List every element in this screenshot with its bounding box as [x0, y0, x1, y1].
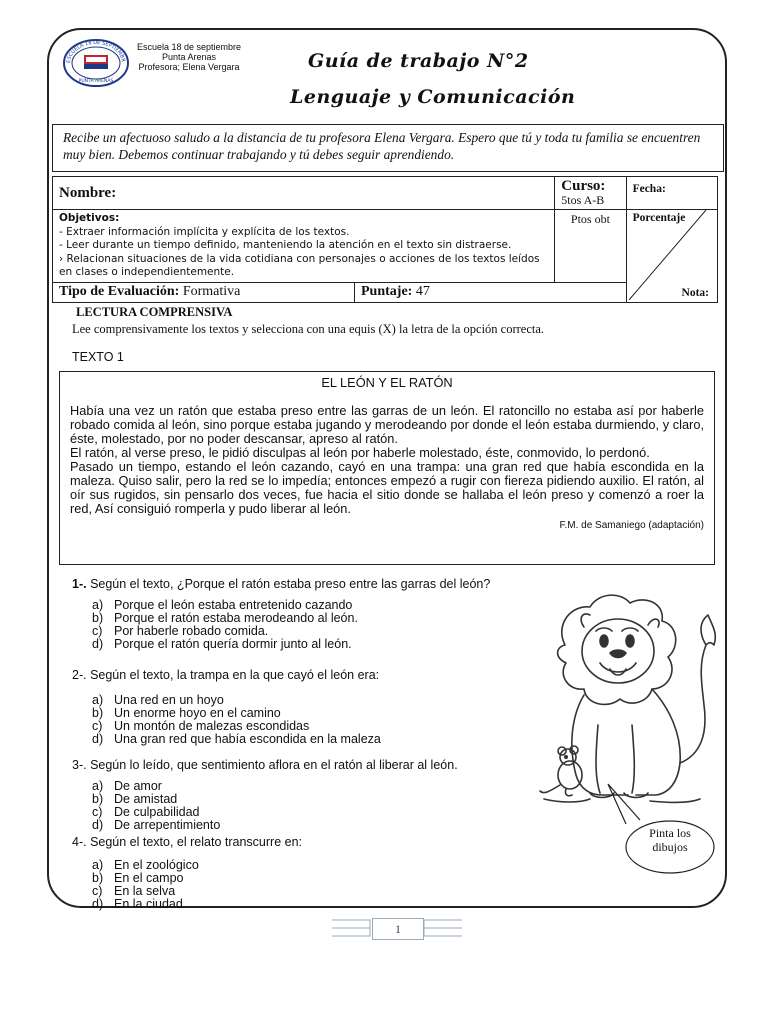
story-title: EL LEÓN Y EL RATÓN	[321, 375, 453, 390]
section-instruction: Lee comprensivamente los textos y selecciona con una equis (X) la letra de la opción correcta.	[72, 322, 545, 336]
fecha-label: Fecha:	[632, 183, 666, 195]
svg-text:ESCUELA 18 DE SEPTIEMBRE: ESCUELA 18 DE SEPTIEMBR	[65, 39, 126, 64]
curso-cell	[555, 177, 626, 210]
story-box	[59, 371, 715, 565]
school-name: Escuela 18 de septiembre	[136, 42, 242, 52]
objetivos-label: Objetivos:	[59, 212, 120, 224]
evaluation-row	[53, 282, 627, 302]
fecha-cell[interactable]	[626, 177, 717, 210]
objetivo-2: - Leer durante un tiempo definido, manteniendo la atención en el texto sin distraerse.	[59, 239, 512, 251]
porcentaje-nota-cell[interactable]	[626, 210, 717, 303]
texto-label: TEXTO 1	[72, 350, 124, 364]
page-subtitle: Lenguaje y Comunicación	[290, 86, 576, 108]
section-heading: LECTURA COMPRENSIVA	[76, 305, 233, 319]
speech-bubble-tail	[604, 782, 644, 828]
porcentaje-label: Porcentaje	[632, 212, 686, 224]
question-text: Según lo leído, que sentimiento aflora en el ratón al liberar al león.	[86, 758, 458, 772]
option-b[interactable]: b) Porque el ratón estaba merodeando al león.	[92, 611, 358, 625]
curso-value: 5tos A-B	[561, 193, 605, 207]
page-title: Guía de trabajo N°2	[308, 50, 529, 72]
tipo-label: Tipo de Evaluación:	[59, 283, 180, 299]
school-info	[130, 42, 248, 72]
question-number: 4-.	[72, 835, 87, 849]
puntaje-label: Puntaje:	[361, 283, 413, 299]
option-d[interactable]: d) Porque el ratón quería dormir junto al león.	[92, 637, 352, 651]
question-text: Según el texto, ¿Porque el ratón estaba preso entre las garras del león?	[86, 577, 491, 591]
option-c[interactable]: c) Por haberle robado comida.	[92, 624, 269, 638]
option-a[interactable]: a) De amor	[92, 779, 162, 793]
nombre-label: Nombre:	[59, 185, 117, 201]
question-2	[72, 669, 381, 746]
story-paragraph: Había una vez un ratón que estaba preso entre las garras de un león. El ratoncillo no estaba así por haberle robado comida al león, sino porque estaba jugando y merodeando por donde el león estaba durmiendo, y claro, éste, molestado, por no poder descansar, apreso al ratón.	[70, 403, 704, 446]
objetivo-1: - Extraer información implícita y explícita de los textos.	[59, 225, 350, 238]
question-number: 2-.	[72, 668, 87, 682]
teacher-name: Profesora; Elena Vergara	[138, 62, 240, 72]
option-d[interactable]: d) En la ciudad	[92, 897, 183, 911]
curso-label: Curso:	[561, 178, 606, 194]
puntaje	[355, 283, 436, 302]
option-a[interactable]: a) Porque el león estaba entretenido cazando	[92, 598, 353, 612]
lion-mouse-illustration	[520, 585, 730, 815]
option-a[interactable]: a) En el zoológico	[92, 858, 199, 872]
question-text: Según el texto, el relato transcurre en:	[86, 835, 302, 849]
option-c[interactable]: c) De culpabilidad	[92, 805, 200, 819]
school-logo	[62, 38, 130, 88]
option-b[interactable]: b) De amistad	[92, 792, 178, 806]
question-text: Según el texto, la trampa en la que cayó el león era:	[86, 668, 380, 682]
option-b[interactable]: b) Un enorme hoyo en el camino	[92, 706, 281, 720]
story-author: F.M. de Samaniego (adaptación)	[559, 520, 704, 531]
question-1	[72, 578, 490, 651]
nota-label: Nota:	[681, 286, 709, 299]
option-c[interactable]: c) En la selva	[92, 884, 176, 898]
question-number: 3-.	[72, 758, 87, 772]
question-number: 1-.	[72, 577, 87, 591]
option-d[interactable]: d) De arrepentimiento	[92, 818, 221, 832]
tipo-evaluacion	[53, 283, 355, 302]
story-paragraph: Pasado un tiempo, estando el león cazando, cayó en una trampa: una gran red que había escondida en la maleza. Quiso salir, pero la red se lo impedía; entonces empezó a rugir con fiereza pidiendo auxilio. El ratón, al oír sus rugidos, sin pensarlo dos veces, fue hacia el sitio donde se hallaba el león preso y comenzó a roer la red, Así consiguió romperla y pudo liberar al león.	[70, 459, 704, 516]
question-3	[72, 759, 458, 832]
ptos-obt-label: Ptos obt	[570, 212, 610, 226]
option-d[interactable]: d) Una gran red que había escondida en la maleza	[92, 732, 381, 746]
option-c[interactable]: c) Un montón de malezas escondidas	[92, 719, 310, 733]
bubble-text: Pinta los dibujos	[649, 826, 691, 854]
greeting-box: Recibe un afectuoso saludo a la distancia de tu profesora Elena Vergara. Espero que tú y toda tu familia se encuentren muy bien. Debemos continuar trabajando y tú debes seguir aprendiendo.	[52, 124, 724, 172]
objetivos-cell	[53, 210, 555, 283]
option-a[interactable]: a) Una red en un hoyo	[92, 693, 224, 707]
tipo-value: Formativa	[182, 283, 241, 299]
school-city: Punta Arenas	[161, 52, 217, 62]
student-info-table	[52, 176, 718, 303]
svg-text:PUNTA ARENAS: PUNTA ARENAS	[78, 79, 114, 84]
question-4	[72, 836, 302, 911]
puntaje-value: 47	[415, 283, 430, 299]
ptos-obt-cell[interactable]	[555, 210, 626, 283]
page-number: 1	[372, 918, 424, 940]
option-b[interactable]: b) En el campo	[92, 871, 184, 885]
objetivo-3: › Relacionan situaciones de la vida cotidiana con personajes o acciones de los textos leídos en clases o independientemente.	[59, 252, 540, 278]
story-paragraph: El ratón, al verse preso, le pidió disculpas al león por haberle molestado, éste, conmovido, lo perdonó.	[70, 445, 650, 460]
nombre-cell[interactable]	[53, 177, 555, 210]
